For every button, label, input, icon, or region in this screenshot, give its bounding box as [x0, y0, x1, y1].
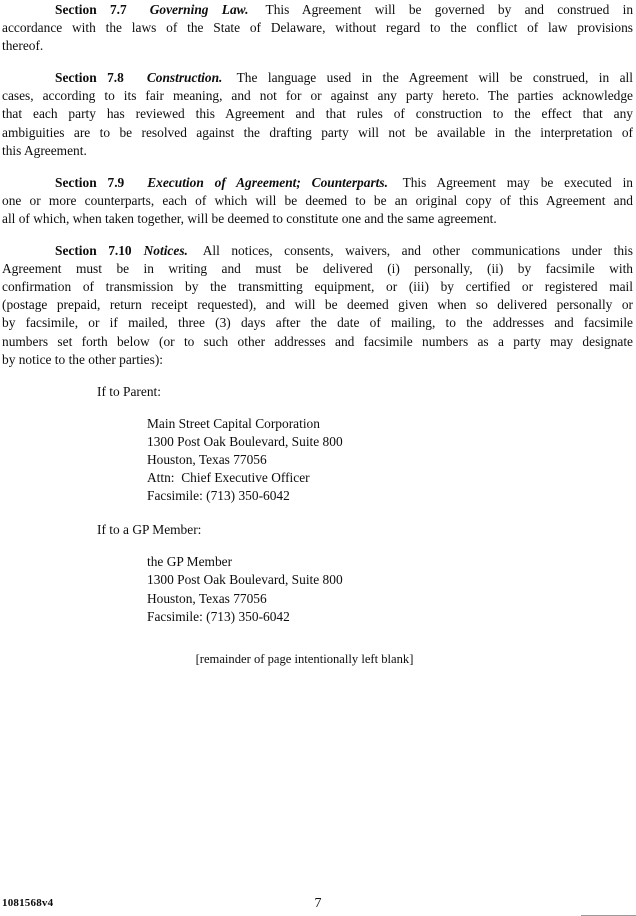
section-text: This Agreement may be executed in [402, 174, 634, 190]
section-number: Section 7.7 [55, 2, 127, 17]
section-line: all of which, when taken together, will be deemed to constitute one and the same agreement. [2, 210, 497, 226]
address-line: Attn: Chief Executive Officer [147, 470, 310, 486]
address-line: Main Street Capital Corporation [147, 415, 320, 431]
section-first-line [2, 1, 633, 19]
section-number: Section 7.10 [55, 243, 132, 259]
notice-label: If to Parent: [97, 383, 161, 399]
section-7-10 [2, 242, 633, 369]
address-line: Houston, Texas 77056 [147, 590, 267, 606]
section-line: (postage prepaid, return receipt requested), and will be deemed given when so delivered personally or [2, 297, 633, 313]
page-number: 7 [314, 896, 322, 911]
section-line: by facsimile, or if mailed, three (3) days after the date of mailing, to the addresses and facsimile [2, 315, 633, 331]
section-7-8 [2, 69, 633, 159]
section-first-line [2, 242, 633, 260]
address-line: Facsimile: (713) 350-6042 [147, 488, 290, 504]
section-line: numbers set forth below (or to such other addresses and facsimile numbers as a party may designate [2, 333, 633, 349]
section-title: Execution of Agreement; Counterparts. [147, 174, 388, 190]
section-7-7 [2, 1, 633, 55]
section-number: Section 7.9 [55, 174, 125, 190]
section-line: Agreement must be in writing and must be delivered (i) personally, (ii) by facsimile with [2, 261, 633, 277]
section-line: ambiguities are to be resolved against the drafting party will not be available in the interpretation of [2, 124, 633, 140]
address-line: the GP Member [147, 554, 233, 570]
section-line: by notice to the other parties): [2, 351, 164, 367]
section-text: This Agreement will be governed by and construed in [265, 2, 634, 17]
address-line: 1300 Post Oak Boulevard, Suite 800 [147, 433, 343, 449]
section-line: this Agreement. [2, 142, 87, 158]
section-line: confirmation of transmission by the transmitting equipment, or (iii) by certified or registered mail [2, 279, 633, 295]
section-first-line [2, 174, 633, 192]
section-line: thereof. [2, 38, 44, 54]
section-line: one or more counterparts, each of which will be deemed to be an original copy of this Agreement and [2, 192, 633, 208]
section-line: cases, according to its fair meaning, and not for or against any party hereto. The parties acknowledge [2, 88, 633, 104]
address-line: Houston, Texas 77056 [147, 451, 267, 467]
address-line: 1300 Post Oak Boulevard, Suite 800 [147, 572, 343, 588]
section-number: Section 7.8 [55, 70, 124, 86]
section-line: that each party has reviewed this Agreement and that rules of construction to the effect that any [2, 106, 633, 122]
section-text: All notices, consents, waivers, and other communications under this [202, 243, 633, 259]
notice-recipient-gp-member [2, 521, 633, 625]
document-id: 1081568v4 [2, 897, 54, 909]
section-title: Governing Law. [149, 2, 249, 17]
page-remainder-note: [remainder of page intentionally left blank] [195, 651, 414, 666]
address-line: Facsimile: (713) 350-6042 [147, 608, 290, 624]
address-block [147, 553, 633, 625]
section-title: Notices. [143, 243, 188, 259]
notice-recipient-parent [2, 383, 633, 506]
section-line: accordance with the laws of the State of Delaware, without regard to the conflict of law provisions [2, 20, 633, 36]
notice-label: If to a GP Member: [97, 522, 202, 538]
section-first-line [2, 69, 633, 87]
section-title: Construction. [146, 70, 223, 86]
section-7-9 [2, 174, 633, 228]
section-text: The language used in the Agreement will be construed, in all [236, 70, 633, 86]
address-block [147, 415, 633, 505]
